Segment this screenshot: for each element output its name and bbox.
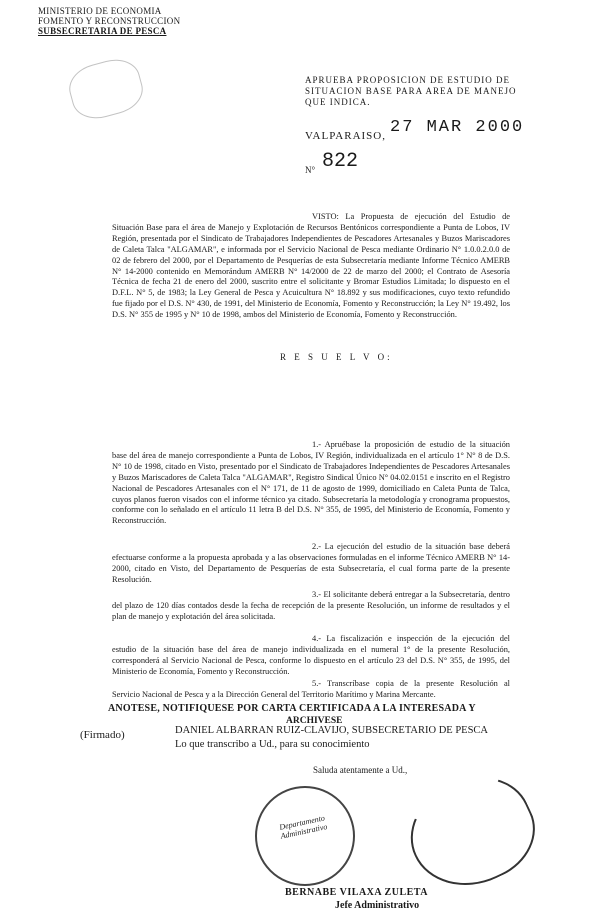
archive-order: ARCHIVESE bbox=[286, 716, 343, 726]
resolution-item-2: 2.- La ejecución del estudio de la situación base deberá efectuarse conforme a la propuesta aprobada y a las observaciones formuladas en el informe Técnico AMERB N° 14-2000, citado en Visto, del Departamento de Pesquerías de esta Subsecretaría, el cual forma parte de la presente Resolución. bbox=[112, 542, 510, 584]
notification-order: ANOTESE, NOTIFIQUESE POR CARTA CERTIFICADA A LA INTERESADA Y bbox=[108, 703, 476, 714]
number-label: N° bbox=[305, 165, 316, 175]
resolution-number: 822 bbox=[322, 150, 359, 173]
header-line-fomento: FOMENTO Y RECONSTRUCCION bbox=[38, 16, 181, 26]
date-stamp: 27 MAR 2000 bbox=[390, 118, 525, 137]
header-line-subsecretaria: SUBSECRETARIA DE PESCA bbox=[38, 26, 167, 36]
closing-salutation: Saluda atentamente a Ud., bbox=[313, 765, 408, 775]
ministry-header bbox=[38, 6, 180, 36]
signer-name: DANIEL ALBARRAN RUIZ-CLAVIJO, SUBSECRETARIO DE PESCA bbox=[175, 725, 489, 736]
transcription-note: Lo que transcribo a Ud., para su conocimiento bbox=[175, 739, 370, 750]
signatory-name: BERNABE VILAXA ZULETA bbox=[285, 887, 428, 898]
header-stamp bbox=[64, 54, 148, 125]
place-label: VALPARAISO, bbox=[305, 130, 386, 142]
signed-label: (Firmado) bbox=[80, 729, 125, 741]
seal-text: Departamento Administrativo bbox=[278, 813, 329, 841]
resolution-item-3: 3.- El solicitante deberá entregar a la Subsecretaría, dentro del plazo de 120 días contados desde la fecha de recepción de la presente Resolución, un informe de resultados y el plan de manejo y explotación del área solicitada. bbox=[112, 590, 510, 621]
signatory-title: Jefe Administrativo bbox=[335, 900, 420, 911]
vistos-paragraph: VISTO: La Propuesta de ejecución del Estudio de Situación Base para el área de Manejo y Explotación de Recursos Bentónicos correspondiente a Punta de Lobos, IV Región, presentada por el Sindicato de Trabajadores Independientes de Pescadores Artesanales y Buzos Mariscadores de Caleta Talca "ALGAMAR", e informada por el Servicio Nacional de Pesca mediante Ordinario N° 1.0.0.2.0.0 de 02 de febrero del 2000, por el Departamento de Pesquerías de esta Subsecretaría mediante Informe Técnico AMERB N° 14-2000 contenido en Memorándum AMERB N° 14/2000 de 22 de marzo del 2000; el Contrato de Asesoría Técnica de fecha 21 de enero del 2000, suscrito entre el solicitante y Bromar Estudios Limitada; lo dispuesto en el D.F.L. N° 5, de 1983; la Ley General de Pesca y Acuicultura N° 18.892 y sus modificaciones, cuyo texto refundido fue fijado por el D.S. N° 430, de 1991, del Ministerio de Economía, Fomento y Reconstrucción; la Ley N° 19.492, los D.S. N° 355 de 1995 y N° 10 de 1998, ambos del Ministerio de Economía, Fomento y Reconstrucción. bbox=[112, 212, 510, 320]
resuelvo-heading: R E S U E L V O: bbox=[280, 352, 393, 362]
resolution-item-1: 1.- Apruébase la proposición de estudio de la situación base del área de manejo correspondiente a Punta de Lobos, IV Región, individualizada en el artículo 1° N° 8 de D.S. N° 10 de 1998, citado en Visto, presentado por el Sindicato de Trabajadores Independientes de Pescadores Artesanales y Buzos Mariscadores de Caleta Talca "ALGAMAR", Registro Sindical Único N° 04.02.0151 e inscrito en el Registro Nacional de Pescadores Artesanales con el N° 171, de 11 de agosto de 1999, domiciliado en Caleta Punta de Talca, cuyos planos fueron visados con el informe técnico ya citado. Subsecretaría la metodología y cronograma propuestos, conforme con lo señalado en el artículo 11 letra B del D.S. N° 355, de 1995, del Ministerio de Economía, Fomento y Reconstrucción. bbox=[112, 440, 510, 526]
resolution-item-4: 4.- La fiscalización e inspección de la ejecución del estudio de la situación base del área de manejo individualizada en el numeral 1° de la presente Resolución, corresponderá al Servicio Nacional de Pesca, conforme lo dispuesto en el artículo 23 del D.S. N° 355, de 1995, del Ministerio de Economía, Fomento y Reconstrucción. bbox=[112, 634, 510, 676]
header-line-ministry: MINISTERIO DE ECONOMIA bbox=[38, 6, 162, 16]
resolution-item-5: 5.- Transcríbase copia de la presente Resolución al Servicio Nacional de Pesca y a la Dirección General del Territorio Marítimo y Marina Mercante. bbox=[112, 679, 510, 699]
signature-flourish bbox=[394, 759, 550, 906]
resolution-subject: APRUEBA PROPOSICION DE ESTUDIO DE SITUACION BASE PARA AREA DE MANEJO QUE INDICA. bbox=[305, 75, 517, 107]
